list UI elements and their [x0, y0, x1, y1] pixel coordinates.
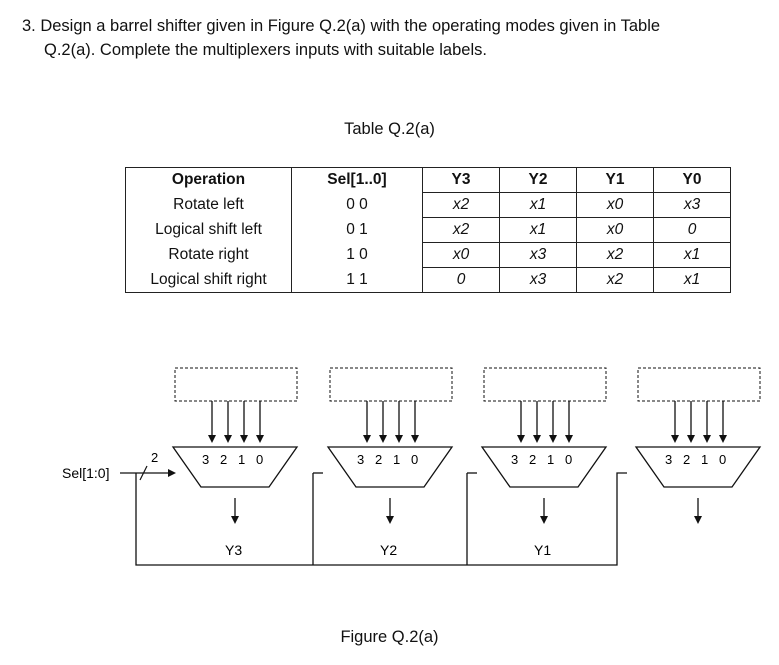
mux-body — [328, 447, 452, 487]
cell-y0: x3 — [654, 193, 731, 218]
mux-input-box — [638, 368, 760, 401]
sel-label: Sel[1:0] — [62, 465, 110, 481]
mux-input-box — [330, 368, 452, 401]
mux-input-label: 3 — [511, 452, 519, 467]
mux-input-label: 2 — [220, 452, 228, 467]
header-operation: Operation — [126, 168, 292, 193]
cell-y2: x3 — [500, 268, 577, 293]
header-sel: Sel[1..0] — [292, 168, 423, 193]
mux-input-label: 3 — [357, 452, 365, 467]
bus-width-label: 2 — [151, 450, 159, 465]
cell-y3: x0 — [423, 243, 500, 268]
cell-y0: x1 — [654, 243, 731, 268]
mux-input-box — [175, 368, 297, 401]
cell-sel: 1 1 — [292, 268, 423, 293]
cell-operation: Logical shift left — [126, 218, 292, 243]
mux-body — [636, 447, 760, 487]
question-line-1: 3. Design a barrel shifter given in Figure Q.2(a) with the operating modes given in Table — [22, 17, 661, 35]
cell-y2: x1 — [500, 193, 577, 218]
cell-y2: x1 — [500, 218, 577, 243]
cell-y1: x2 — [577, 268, 654, 293]
cell-y3: 0 — [423, 268, 500, 293]
figure-caption: Figure Q.2(a) — [340, 628, 439, 646]
header-y3: Y3 — [423, 168, 500, 193]
mux-output-label: Y1 — [534, 542, 552, 558]
mux-input-label: 3 — [665, 452, 673, 467]
mux-input-label: 0 — [256, 452, 264, 467]
mux-input-label: 0 — [565, 452, 573, 467]
mux-input-label: 0 — [719, 452, 727, 467]
cell-y0: x1 — [654, 268, 731, 293]
header-y1: Y1 — [577, 168, 654, 193]
mux-input-label: 1 — [547, 452, 555, 467]
mux-input-label: 1 — [238, 452, 246, 467]
mux-body — [173, 447, 297, 487]
table-caption: Table Q.2(a) — [344, 120, 435, 138]
cell-operation: Logical shift right — [126, 268, 292, 293]
cell-y1: x0 — [577, 193, 654, 218]
mux-input-label: 0 — [411, 452, 419, 467]
mux-input-label: 1 — [393, 452, 401, 467]
cell-y3: x2 — [423, 218, 500, 243]
cell-sel: 1 0 — [292, 243, 423, 268]
cell-sel: 0 1 — [292, 218, 423, 243]
header-y2: Y2 — [500, 168, 577, 193]
mux-input-label: 2 — [529, 452, 537, 467]
mux-body — [482, 447, 606, 487]
mux-input-label: 3 — [202, 452, 210, 467]
mux-input-label: 2 — [683, 452, 691, 467]
cell-y3: x2 — [423, 193, 500, 218]
header-y0: Y0 — [654, 168, 731, 193]
mux-output-label: Y2 — [380, 542, 398, 558]
mux-input-label: 1 — [701, 452, 709, 467]
cell-sel: 0 0 — [292, 193, 423, 218]
cell-y1: x2 — [577, 243, 654, 268]
question-line-2: Q.2(a). Complete the multiplexers inputs with suitable labels. — [44, 41, 487, 59]
mux-input-box — [484, 368, 606, 401]
cell-y0: 0 — [654, 218, 731, 243]
cell-y2: x3 — [500, 243, 577, 268]
mux-input-label: 2 — [375, 452, 383, 467]
cell-operation: Rotate left — [126, 193, 292, 218]
cell-operation: Rotate right — [126, 243, 292, 268]
mux-output-label: Y3 — [225, 542, 243, 558]
cell-y1: x0 — [577, 218, 654, 243]
